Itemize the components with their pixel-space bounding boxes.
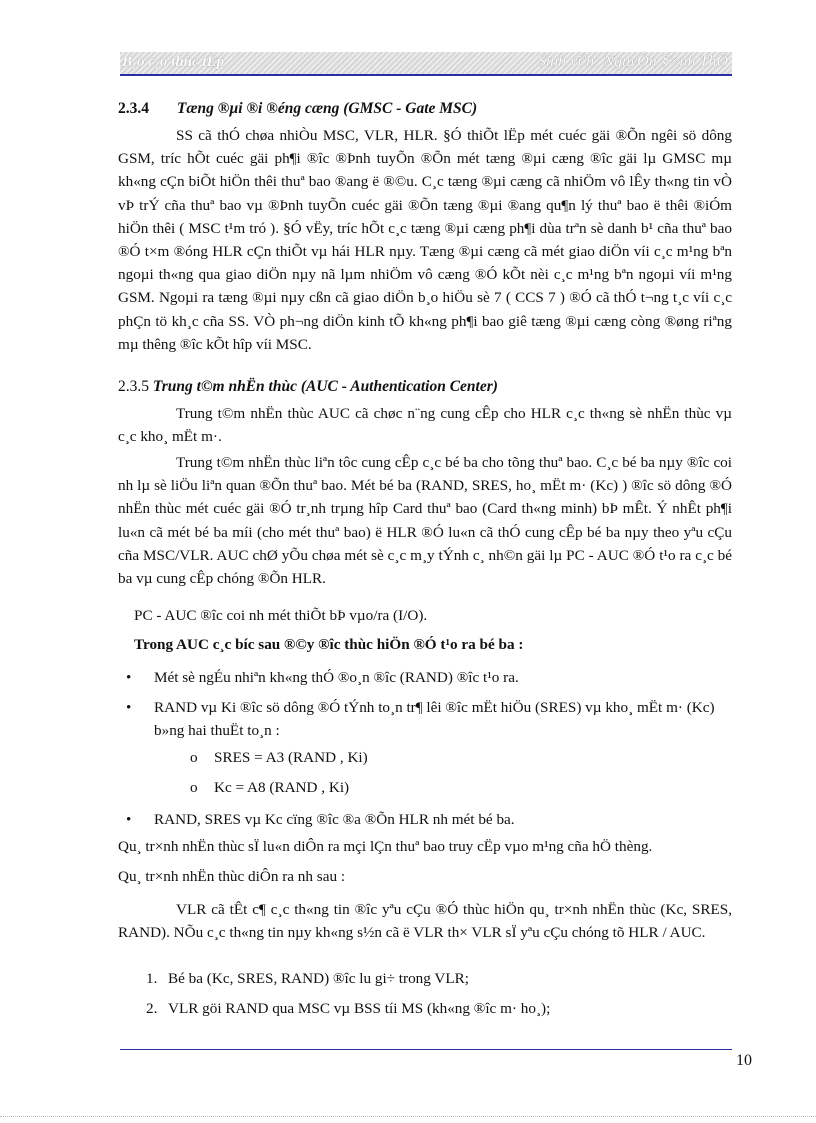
section-title: Tæng ®µi ®i ®éng cæng (GMSC - Gate MSC) [176, 100, 478, 117]
paragraph-bold: Trong AUC c¸c bíc sau ®©y ®îc thùc hiÖn ®Ó t¹o ra bé ba : [134, 636, 524, 653]
bullet-icon: • [126, 811, 132, 828]
list-item: • RAND, SRES vµ Kc cïng ®îc ®a ®Õn HLR nh mét bé ba. [126, 808, 726, 831]
section-heading-235 [118, 378, 498, 396]
paragraph: Trung t©m nhËn thùc liªn tôc cung cÊp c¸c bé ba cho tõng thuª bao. C¸c bé ba nµy ®îc coi nh lµ sè liÖu liªn quan ®Õn thuª bao. Mét bé ba (RAND, SRES, ho¸ mËt m· (Kc) ) ®îc sö dông ®Ó nhËn thùc mét cuéc gäi ®Ó tr¸nh trµng hîp Card thuª bao (Card th«ng minh) bÞ mÊt. Ý nhÊt ph¶i lu«n cã mét bé ba míi (cho mét thuª bao) ë HLR ®Ó lu«n cã thÓ cung cÊp bé ba nµy theo yªu cÇu cña MSC/VLR. AUC chØ yÕu chøa mét sè c¸c m¸y tÝnh c¸ nh©n gäi lµ PC - AUC ®Ó t¹o ra c¸c bé ba vµ cung cÊp chóng ®Õn HLR. [118, 454, 732, 588]
bullet-icon: • [126, 669, 132, 686]
page-header [120, 52, 732, 76]
paragraph: Trung t©m nhËn thùc AUC cã chøc n¨ng cung cÊp cho HLR c¸c th«ng sè nhËn thùc vµ c¸c kho¸ mËt m·. [118, 405, 732, 446]
footer-divider [120, 1049, 732, 1050]
page-number: 10 [736, 1052, 752, 1069]
paragraph: PC - AUC ®îc coi nh mét thiÕt bÞ vµo/ra (I/O). [134, 607, 428, 624]
paragraph: Qu¸ tr×nh nhËn thùc sÏ lu«n diÔn ra mçi lÇn thuª bao truy cËp vµo m¹ng cña hÖ thèng. [118, 838, 653, 855]
list-item: • RAND vµ Ki ®îc sö dông ®Ó tÝnh to¸n tr¶ lêi ®îc mËt hiÖu (SRES) vµ kho¸ mËt m· (Kc) b»ng hai thuËt to¸n : [126, 696, 726, 742]
numbered-item: 2. VLR göi RAND qua MSC vµ BSS tíi MS (kh«ng ®îc m· ho¸); [146, 1000, 551, 1017]
paragraph: SS cã thÓ chøa nhiÒu MSC, VLR, HLR. §Ó thiÕt lËp mét cuéc gäi ®Õn ngêi sö dông GSM, tríc hÕt cuéc gäi ph¶i ®îc ®Þnh tuyÕn ®Õn mét tæng ®µi cæng ®îc gäi lµ GMSC mµ kh«ng cÇn biÕt hiÖn thêi thuª bao ®ang ë ®©u. C¸c tæng ®µi cæng cã nhiÖm vô lÊy th«ng tin vÒ vÞ trÝ cña thuª bao vµ ®Þnh tuyÕn cuéc gäi ®Õn tæng ®µi ®ang qu¶n lý thuª bao ë thêi ®iÓm hiÖn thêi ( MSC t¹m tró ). §Ó vËy, tríc hÕt c¸c tæng ®µi cæng ph¶i dùa trªn sè danh b¹ cña thuª bao ®Ó t×m ®óng HLR cÇn thiÕt vµ hái HLR nµy. Tæng ®µi cæng cã mét giao diÖn víi c¸c m¹ng bªn ngoµi th«ng qua giao diÖn nµy nã lµm nhiÖm vô cæng ®Ó kÕt nèi c¸c m¹ng bªn ngoµi víi m¹ng GSM. Ngoµi ra tæng ®µi nµy cßn cã giao diÖn b¸o hiÖu sè 7 ( CCS 7 ) ®Ó cã thÓ t¬ng t¸c víi c¸c phÇn tö kh¸c cña SS. VÒ ph¬ng diÖn kinh tÕ kh«ng ph¶i bao giê tæng ®µi cæng còng ®øng riªng mµ thêng ®îc kÕt hîp víi MSC. [118, 127, 732, 353]
paragraph: Qu¸ tr×nh nhËn thùc diÔn ra nh sau : [118, 868, 346, 885]
page-break-divider [0, 1116, 816, 1117]
header-title: B¸o c¸o thùc tËp [122, 54, 225, 70]
circle-bullet-icon: o [190, 749, 198, 766]
circle-bullet-icon: o [190, 779, 198, 796]
section-number: 2.3.4 [118, 100, 149, 117]
header-author: Sinh viªn: NguyÔn §×nh ThÕ [537, 53, 728, 70]
bullet-icon: • [126, 699, 132, 716]
numbered-item: 1. Bé ba (Kc, SRES, RAND) ®îc lu gi÷ trong VLR; [146, 970, 469, 987]
section-number: 2.3.5 [118, 378, 149, 395]
paragraph: VLR cã tÊt c¶ c¸c th«ng tin ®îc yªu cÇu ®Ó thùc hiÖn qu¸ tr×nh nhËn thùc (Kc, SRES, RAND). NÕu c¸c th«ng tin nµy kh«ng s½n cã ë VLR th× VLR sÏ yªu cÇu chóng tõ HLR / AUC. [118, 901, 732, 942]
sub-list-item: o Kc = A8 (RAND , Ki) [190, 779, 350, 796]
section-title: Trung t©m nhËn thùc (AUC - Authentication Center) [152, 378, 498, 395]
list-item: • Mét sè ngÉu nhiªn kh«ng thÓ ®o¸n ®îc (RAND) ®îc t¹o ra. [126, 666, 726, 689]
section-heading-234 [118, 100, 477, 118]
sub-list-item: o SRES = A3 (RAND , Ki) [190, 749, 368, 766]
